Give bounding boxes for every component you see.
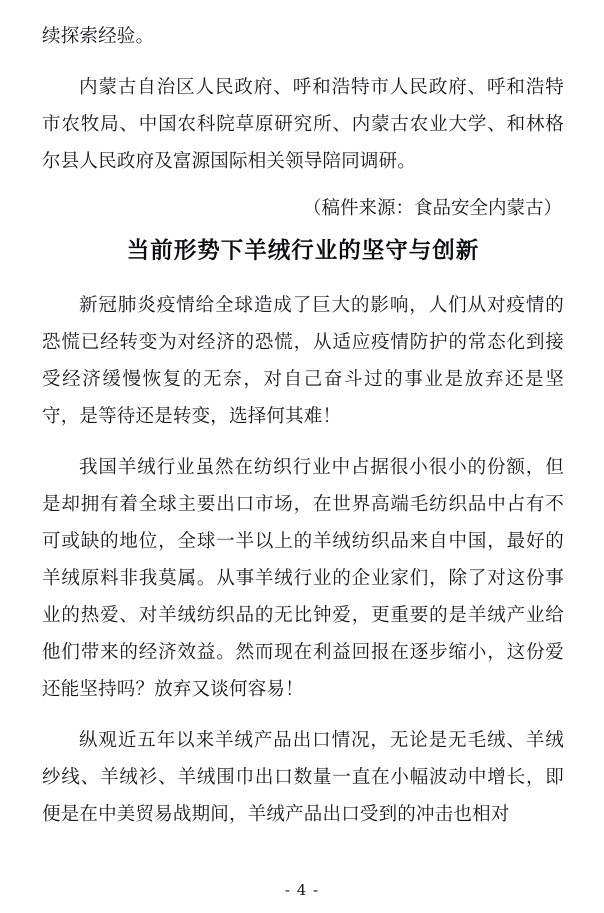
paragraph-institutions: 内蒙古自治区人民政府、呼和浩特市人民政府、呼和浩特市农牧局、中国农科院草原研究所、内蒙古农业大学、和林格尔县人民政府及富源国际相关领导陪同调研。 — [42, 77, 564, 172]
article-title: 当前形势下羊绒行业的坚守与创新 — [126, 238, 480, 264]
source-attribution: （稿件来源：食品安全内蒙古） — [302, 198, 562, 219]
title-spacer — [42, 277, 564, 287]
paragraph-spacer-2 — [42, 435, 564, 449]
paragraph-spacer — [42, 55, 564, 69]
paragraph-spacer-3 — [42, 708, 564, 722]
paragraph-industry-share: 我国羊绒行业虽然在纺织行业中占据很小很小的份额，但是却拥有着全球主要出口市场，在世界高端毛纺织品中占有不可或缺的地位，全球一半以上的羊绒纺织品来自中国，最好的羊绒原料非我莫属。从事羊绒行业的企业家们，除了对这份事业的热爱、对羊绒纺织品的无比钟爱，更重要的是羊绒产业给他们带来的经济效益。然而现在利益回报在逐步缩小，这份爱还能坚持吗？放弃又谈何容易！ — [42, 457, 564, 700]
source-spacer — [42, 180, 564, 190]
paragraph-epidemic-impact: 新冠肺炎疫情给全球造成了巨大的影响，人们从对疫情的恐慌已经转变为对经济的恐慌，从适应疫情防护的常态化到接受经济缓慢恢复的无奈，对自己奋斗过的事业是放弃还是坚守，是等待还是转变，选择何其难！ — [42, 295, 564, 427]
paragraph-export-situation: 纵观近五年以来羊绒产品出口情况，无论是无毛绒、羊绒纱线、羊绒衫、羊绒围巾出口数量一直在小幅波动中增长，即便是在中美贸易战期间，羊绒产品出口受到的冲击也相对 — [42, 730, 564, 825]
page-number: - 4 - — [284, 881, 320, 899]
paragraph-continuation: 续探索经验。 — [42, 26, 155, 47]
